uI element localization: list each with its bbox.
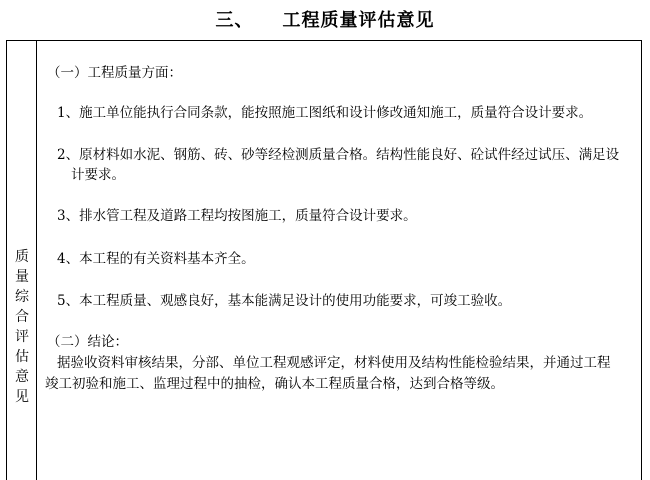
- label-cell: [7, 41, 37, 480]
- label-char: 质: [15, 249, 29, 265]
- item-4: 4、本工程的有关资料基本齐全。: [57, 251, 255, 267]
- item-2: 2、原材料如水泥、钢筋、砖、砂等经检测质量合格。结构性能良好、砼试件经过试压、满足设: [57, 147, 620, 163]
- item-2-continued: 计要求。: [71, 167, 125, 183]
- section-title: 三、 工程质量评估意见: [215, 10, 435, 31]
- item-1: 1、施工单位能执行合同条款，能按照施工图纸和设计修改通知施工，质量符合设计要求。: [57, 105, 593, 121]
- label-char: 综: [15, 289, 29, 305]
- label-char: 意: [15, 369, 29, 385]
- item-3: 3、排水管工程及道路工程均按图施工，质量符合设计要求。: [57, 208, 417, 224]
- part1-heading: （一）工程质量方面：: [47, 65, 182, 81]
- vertical-label: [7, 247, 37, 407]
- label-char: 量: [15, 269, 29, 285]
- label-char: 估: [15, 349, 29, 365]
- item-5: 5、本工程质量、观感良好，基本能满足设计的使用功能要求，可竣工验收。: [57, 293, 512, 309]
- label-char: 评: [15, 329, 29, 345]
- label-char: 见: [15, 389, 29, 405]
- conclusion-line-1: 据验收资料审核结果，分部、单位工程观感评定，材料使用及结构性能检验结果，并通过工程: [57, 355, 611, 371]
- label-char: 合: [15, 309, 29, 325]
- content-cell: [37, 41, 641, 480]
- part2-heading: （二）结论：: [47, 334, 128, 350]
- conclusion-line-2: 竣工初验和施工、监理过程中的抽检，确认本工程质量合格，达到合格等级。: [45, 376, 504, 392]
- assessment-table: [6, 40, 642, 480]
